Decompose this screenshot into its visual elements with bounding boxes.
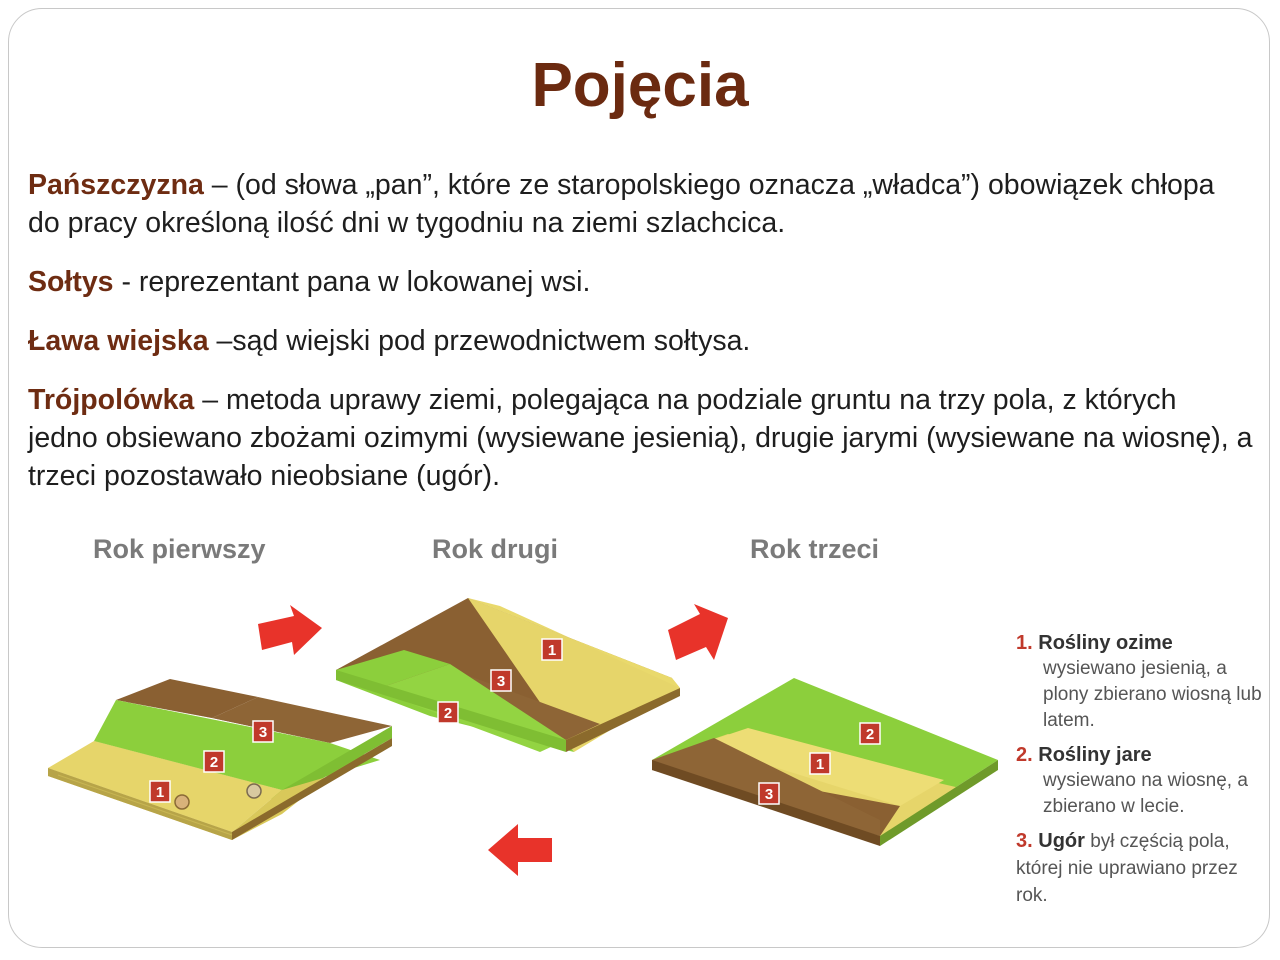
legend-text: wysiewano jesienią, a plony zbierano wiosną lub latem. [1043, 658, 1262, 731]
svg-text:2: 2 [209, 754, 219, 771]
year-label-first: Rok pierwszy [93, 534, 266, 564]
definition-term: Ława wiejska [28, 325, 209, 357]
legend-number: 3. [1016, 830, 1033, 852]
legend-number: 2. [1016, 744, 1033, 766]
definition-term: Trójpolówka [28, 384, 195, 416]
number-badge [542, 639, 562, 660]
svg-text:3: 3 [496, 673, 506, 690]
definition-text: - reprezentant pana w lokowanej wsi. [113, 266, 591, 298]
year-label-second: Rok drugi [432, 534, 558, 564]
number-badge [810, 753, 830, 774]
arrow-left-icon [488, 824, 552, 876]
arrow-right-icon [258, 605, 322, 655]
legend-item-spring-crops [1016, 742, 1266, 820]
legend-number: 1. [1016, 632, 1033, 654]
number-badge [150, 781, 170, 802]
definition-text: – metoda uprawy ziemi, polegająca na podziale gruntu na trzy pola, z których jedno obsiewano zbożami ozimymi (wysiewane jesienią), drugie jarymi (wysiewane na wiosnę), a trzeci pozostawało nieobsiane (ugór). [28, 384, 1253, 492]
legend-item-winter-crops [1016, 630, 1266, 734]
svg-text:1: 1 [815, 756, 825, 773]
legend-text: wysiewano na wiosnę, a zbierano w lecie. [1043, 770, 1248, 817]
legend-text: był częścią pola, której nie uprawiano przez rok. [1016, 831, 1238, 906]
svg-text:2: 2 [443, 705, 453, 722]
arrow-down-right-icon [668, 604, 728, 660]
number-badge [253, 721, 273, 742]
page-title: Pojęcia [531, 51, 749, 120]
svg-text:1: 1 [155, 784, 165, 801]
number-badge [860, 723, 880, 744]
definition-term: Sołtys [28, 266, 114, 298]
svg-text:2: 2 [865, 726, 875, 743]
legend-item-fallow [1016, 828, 1266, 909]
legend-title: Ugór [1038, 830, 1085, 852]
definition-text: –sąd wiejski pod przewodnictwem sołtysa. [208, 325, 751, 357]
svg-text:1: 1 [547, 642, 557, 659]
definition-text: – (od słowa „pan”, które ze staropolskiego oznacza „władca”) obowiązek chłopa do pracy określoną ilość dni w tygodniu na ziemi szlachcica. [28, 169, 1215, 239]
svg-text:3: 3 [258, 724, 268, 741]
svg-text:3: 3 [764, 786, 774, 803]
definition-term: Pańszczyzna [28, 169, 204, 201]
legend-title: Rośliny jare [1038, 744, 1152, 766]
number-badge [204, 751, 224, 772]
legend-title: Rośliny ozime [1038, 632, 1173, 654]
number-badge [759, 783, 779, 804]
number-badge [491, 670, 511, 691]
number-badge [438, 702, 458, 723]
year-label-third: Rok trzeci [750, 534, 880, 564]
legend [1016, 630, 1266, 917]
